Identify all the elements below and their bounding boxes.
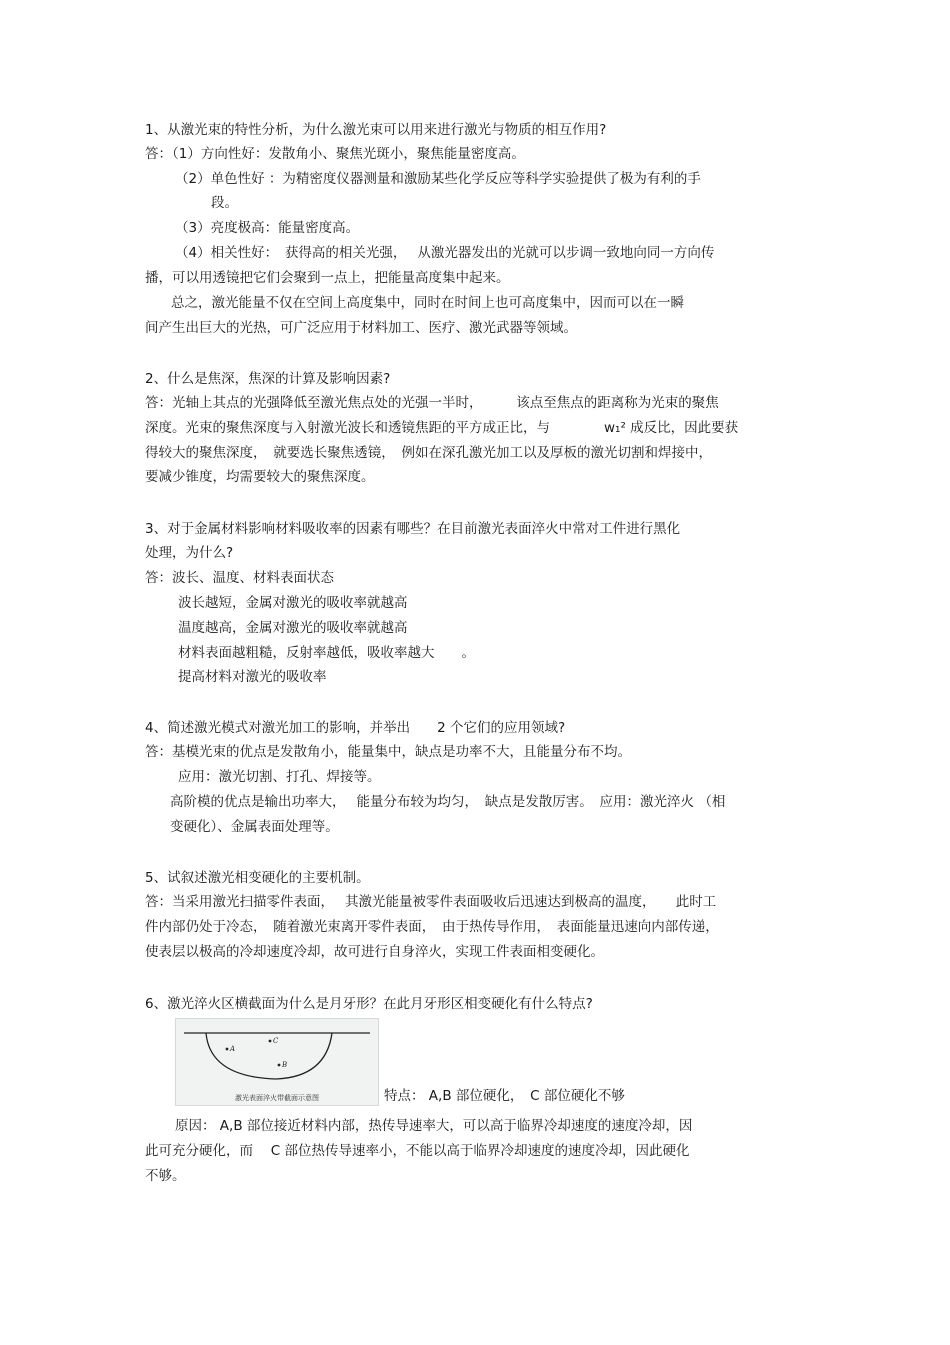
q4-answer-line: 答：基模光束的优点是发散角小，能量集中，缺点是功率不大，且能量分布不均。 xyxy=(145,744,631,760)
q3-answer-line: 答：波长、温度、材料表面状态 xyxy=(145,570,334,586)
q3-title: 3、对于金属材料影响材料吸收率的因素有哪些？在目前激光表面淬火中常对工件进行黑化 xyxy=(145,521,681,537)
q2-answer-line: 要减少锥度，均需要较大的聚焦深度。 xyxy=(145,469,375,485)
q4-answer-line: 变硬化）、金属表面处理等。 xyxy=(170,819,339,835)
q1-answer-line: 段。 xyxy=(211,195,238,211)
q1-answer-line: 播，可以用透镜把它们会聚到一点上，把能量高度集中起来。 xyxy=(145,270,510,286)
q5-title: 5、试叙述激光相变硬化的主要机制。 xyxy=(145,870,370,886)
q6-answer-line: 此可充分硬化，而 C 部位热传导速率小，不能以高于临界冷却速度的速度冷却，因此硬化 xyxy=(145,1143,690,1159)
q5-answer-line: 答：当采用激光扫描零件表面， 其激光能量被零件表面吸收后迅速达到极高的温度， 此时工 xyxy=(145,894,717,910)
q6-feature: 特点： A,B 部位硬化， C 部位硬化不够 xyxy=(384,1088,625,1104)
point-a-marker xyxy=(226,1048,229,1051)
point-b-marker xyxy=(278,1064,281,1067)
q2-answer-line: 答：光轴上其点的光强降低至激光焦点处的光强一半时， 该点至焦点的距离称为光束的聚焦 xyxy=(145,395,719,411)
point-c-label: C xyxy=(273,1037,279,1045)
q3-answer-line: 材料表面越粗糙，反射率越低，吸收率越大 。 xyxy=(178,645,475,661)
q6-answer-line: 原因： A,B 部位接近材料内部，热传导速率大，可以高于临界冷却速度的速度冷却，因 xyxy=(175,1118,693,1134)
q1-answer-line: 间产生出巨大的光热，可广泛应用于材料加工、医疗、激光武器等领域。 xyxy=(145,320,577,336)
q1-answer-line: （3）亮度极高：能量密度高。 xyxy=(175,220,360,236)
q3-answer-line: 波长越短，金属对激光的吸收率就越高 xyxy=(178,595,408,611)
crescent-boundary xyxy=(206,1033,332,1079)
q4-title: 4、简述激光模式对激光加工的影响，并举出 2 个它们的应用领域? xyxy=(145,720,566,736)
q3-answer-line: 提高材料对激光的吸收率 xyxy=(178,669,327,685)
point-a-label: A xyxy=(230,1045,236,1053)
point-b-label: B xyxy=(282,1061,288,1069)
q6-title: 6、激光淬火区横截面为什么是月牙形？在此月牙形区相变硬化有什么特点? xyxy=(145,996,593,1012)
q6-answer-line: 不够。 xyxy=(145,1168,186,1184)
q4-answer-line: 应用：激光切割、打孔、焊接等。 xyxy=(178,769,381,785)
q2-title: 2、什么是焦深，焦深的计算及影响因素? xyxy=(145,371,391,387)
q3-title: 处理，为什么? xyxy=(145,545,234,561)
q5-answer-line: 件内部仍处于冷态， 随着激光束离开零件表面， 由于热传导作用， 表面能量迅速向内部传递， xyxy=(145,919,719,935)
q4-answer-line: 高阶模的优点是输出功率大， 能量分布较为均匀， 缺点是发散厉害。 应用：激光淬火 （相 xyxy=(170,794,726,810)
q2-answer-line: 深度。光束的聚焦深度与入射激光波长和透镜焦距的平方成正比，与 w₁² 成反比，因此要获 xyxy=(145,420,739,436)
crescent-diagram xyxy=(176,1019,378,1095)
q1-title: 1、从激光束的特性分析，为什么激光束可以用来进行激光与物质的相互作用? xyxy=(145,122,607,138)
quench-cross-section-figure xyxy=(175,1018,379,1106)
q5-answer-line: 使表层以极高的冷却速度冷却，故可进行自身淬火，实现工件表面相变硬化。 xyxy=(145,944,604,960)
q2-answer-line: 得较大的聚焦深度， 就要选长聚焦透镜， 例如在深孔激光加工以及厚板的激光切割和焊接中， xyxy=(145,445,712,461)
q1-answer-line: 答：（1）方向性好：发散角小、聚焦光斑小，聚焦能量密度高。 xyxy=(145,146,525,162)
point-c-marker xyxy=(269,1040,272,1043)
q1-answer-line: 总之，激光能量不仅在空间上高度集中，同时在时间上也可高度集中，因而可以在一瞬 xyxy=(171,295,684,311)
q3-answer-line: 温度越高，金属对激光的吸收率就越高 xyxy=(178,620,408,636)
figure-caption: 激光表面淬火带截面示意图 xyxy=(235,1094,319,1102)
q1-answer-line: （2）单色性好 ：为精密度仪器测量和激励某些化学反应等科学实验提供了极为有利的手 xyxy=(175,171,701,187)
q1-answer-line: （4）相关性好： 获得高的相关光强， 从激光器发出的光就可以步调一致地向同一方向传 xyxy=(175,245,715,261)
